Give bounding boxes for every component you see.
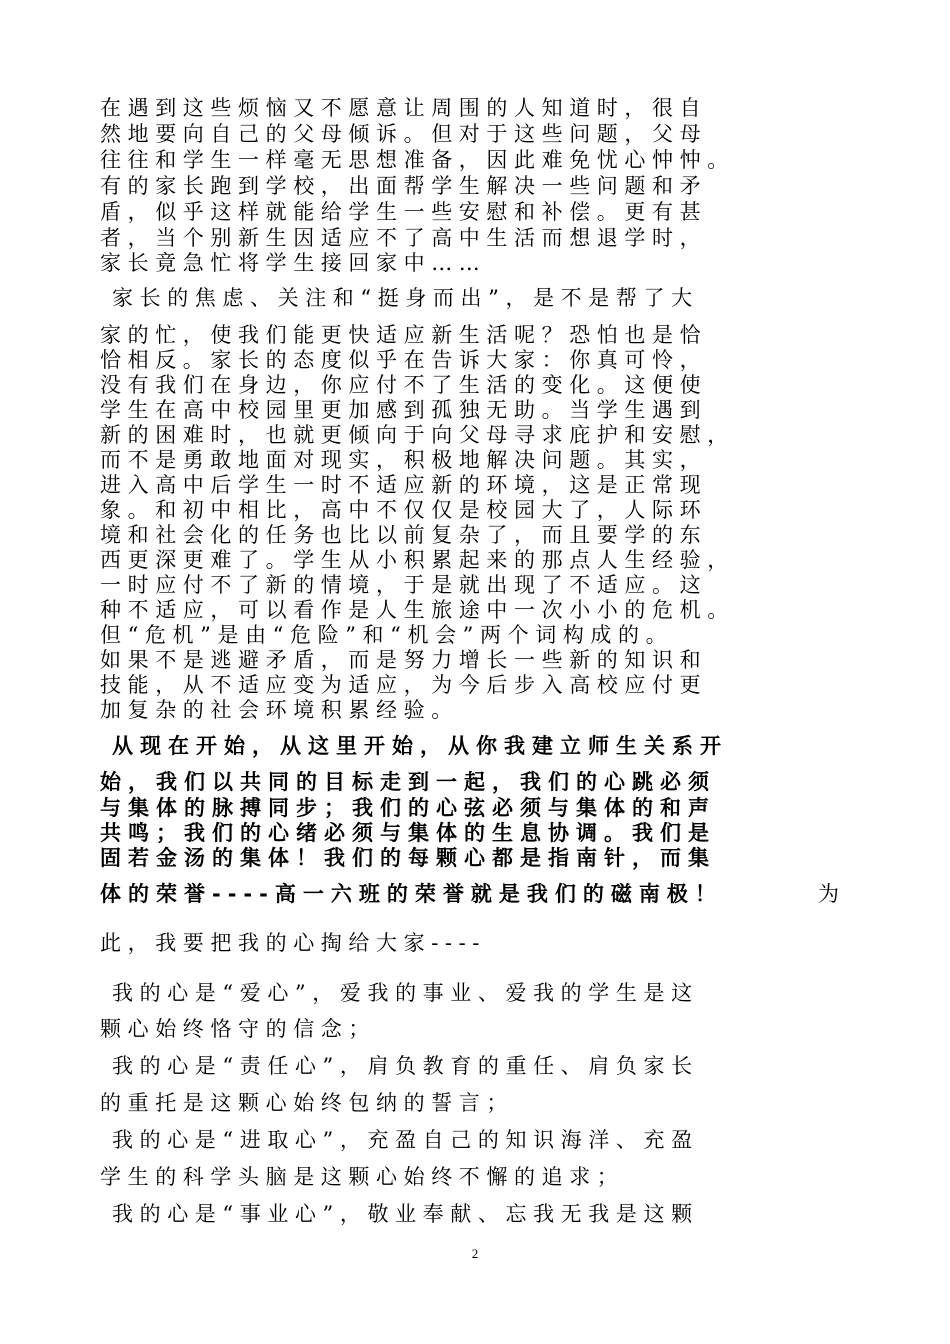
bold-text-line: 从现在开始，从这里开始，从你我建立师生关系开 xyxy=(112,734,728,758)
text-line: 学生的科学头脑是这颗心始终不懈的追求； xyxy=(100,1165,625,1189)
text-line: 恰相反。家长的态度似乎在告诉大家：你真可怜， xyxy=(100,348,708,372)
text-line: 此，我要把我的心掏给大家---- xyxy=(100,931,486,955)
text-line: 在遇到这些烦恼又不愿意让周围的人知道时，很自 xyxy=(100,96,708,120)
text-line: 家长的焦虑、关注和“挺身而出”，是不是帮了大 xyxy=(112,286,699,310)
bold-text-line: 体的荣誉----高一六班的荣誉就是我们的磁南极！ xyxy=(100,882,723,906)
text-line: 西更深更难了。学生从小积累起来的那点人生经验， xyxy=(100,548,735,572)
text-line: 境和社会化的任务也比以前复杂了，而且要学的东 xyxy=(100,523,708,547)
text-line: 颗心始终恪守的信念； xyxy=(100,1017,376,1041)
text-line: 有的家长跑到学校，出面帮学生解决一些问题和矛 xyxy=(100,174,708,198)
text-line: 然地要向自己的父母倾诉。但对于这些问题，父母 xyxy=(100,122,708,146)
text-line: 但“危机”是由“危险”和“机会”两个词构成的。 xyxy=(100,623,674,647)
text-line: 学生在高中校园里更加感到孤独无助。当学生遇到 xyxy=(100,398,708,422)
text-line: 往往和学生一样毫无思想准备，因此难免忧心忡忡。 xyxy=(100,148,735,172)
bold-text-line: 共鸣；我们的心绪必须与集体的生息协调。我们是 xyxy=(100,821,716,845)
text-line: 我的心是“责任心”，肩负教育的重任、肩负家长 xyxy=(112,1054,699,1078)
bold-text-line: 始，我们以共同的目标走到一起，我们的心跳必须 xyxy=(100,770,716,794)
text-line: 而不是勇敢地面对现实，积极地解决问题。其实， xyxy=(100,448,708,472)
bold-text-line: 固若金汤的集体！我们的每颗心都是指南针，而集 xyxy=(100,846,716,870)
bold-text-line: 与集体的脉搏同步；我们的心弦必须与集体的和声 xyxy=(100,796,716,820)
text-line: 种不适应，可以看作是人生旅途中一次小小的危机。 xyxy=(100,598,735,622)
text-line: 我的心是“事业心”，敬业奉献、忘我无我是这颗 xyxy=(112,1202,699,1226)
text-line: 我的心是“爱心”，爱我的事业、爱我的学生是这 xyxy=(112,981,699,1005)
text-fragment: 为 xyxy=(818,882,846,906)
text-line: 进入高中后学生一时不适应新的环境，这是正常现 xyxy=(100,473,708,497)
text-line: 技能，从不适应变为适应，为今后步入高校应付更 xyxy=(100,673,708,697)
text-line: 象。和初中相比，高中不仅仅是校园大了，人际环 xyxy=(100,498,708,522)
text-line: 新的困难时，也就更倾向于向父母寻求庇护和安慰， xyxy=(100,423,735,447)
text-line: 者，当个别新生因适应不了高中生活而想退学时， xyxy=(100,226,708,250)
text-line: 家长竟急忙将学生接回家中…… xyxy=(100,251,487,275)
page-number: 2 xyxy=(471,1246,479,1261)
text-line: 我的心是“进取心”，充盈自己的知识海洋、充盈 xyxy=(112,1128,699,1152)
text-line: 家的忙，使我们能更快适应新生活呢？恐怕也是恰 xyxy=(100,323,708,347)
text-line: 没有我们在身边，你应付不了生活的变化。这便使 xyxy=(100,373,708,397)
text-line: 加复杂的社会环境积累经验。 xyxy=(100,698,459,722)
text-line: 一时应付不了新的情境，于是就出现了不适应。这 xyxy=(100,573,708,597)
text-line: 的重托是这颗心始终包纳的誓言； xyxy=(100,1091,514,1115)
text-line: 如果不是逃避矛盾，而是努力增长一些新的知识和 xyxy=(100,648,708,672)
text-line: 盾，似乎这样就能给学生一些安慰和补偿。更有甚 xyxy=(100,200,708,224)
